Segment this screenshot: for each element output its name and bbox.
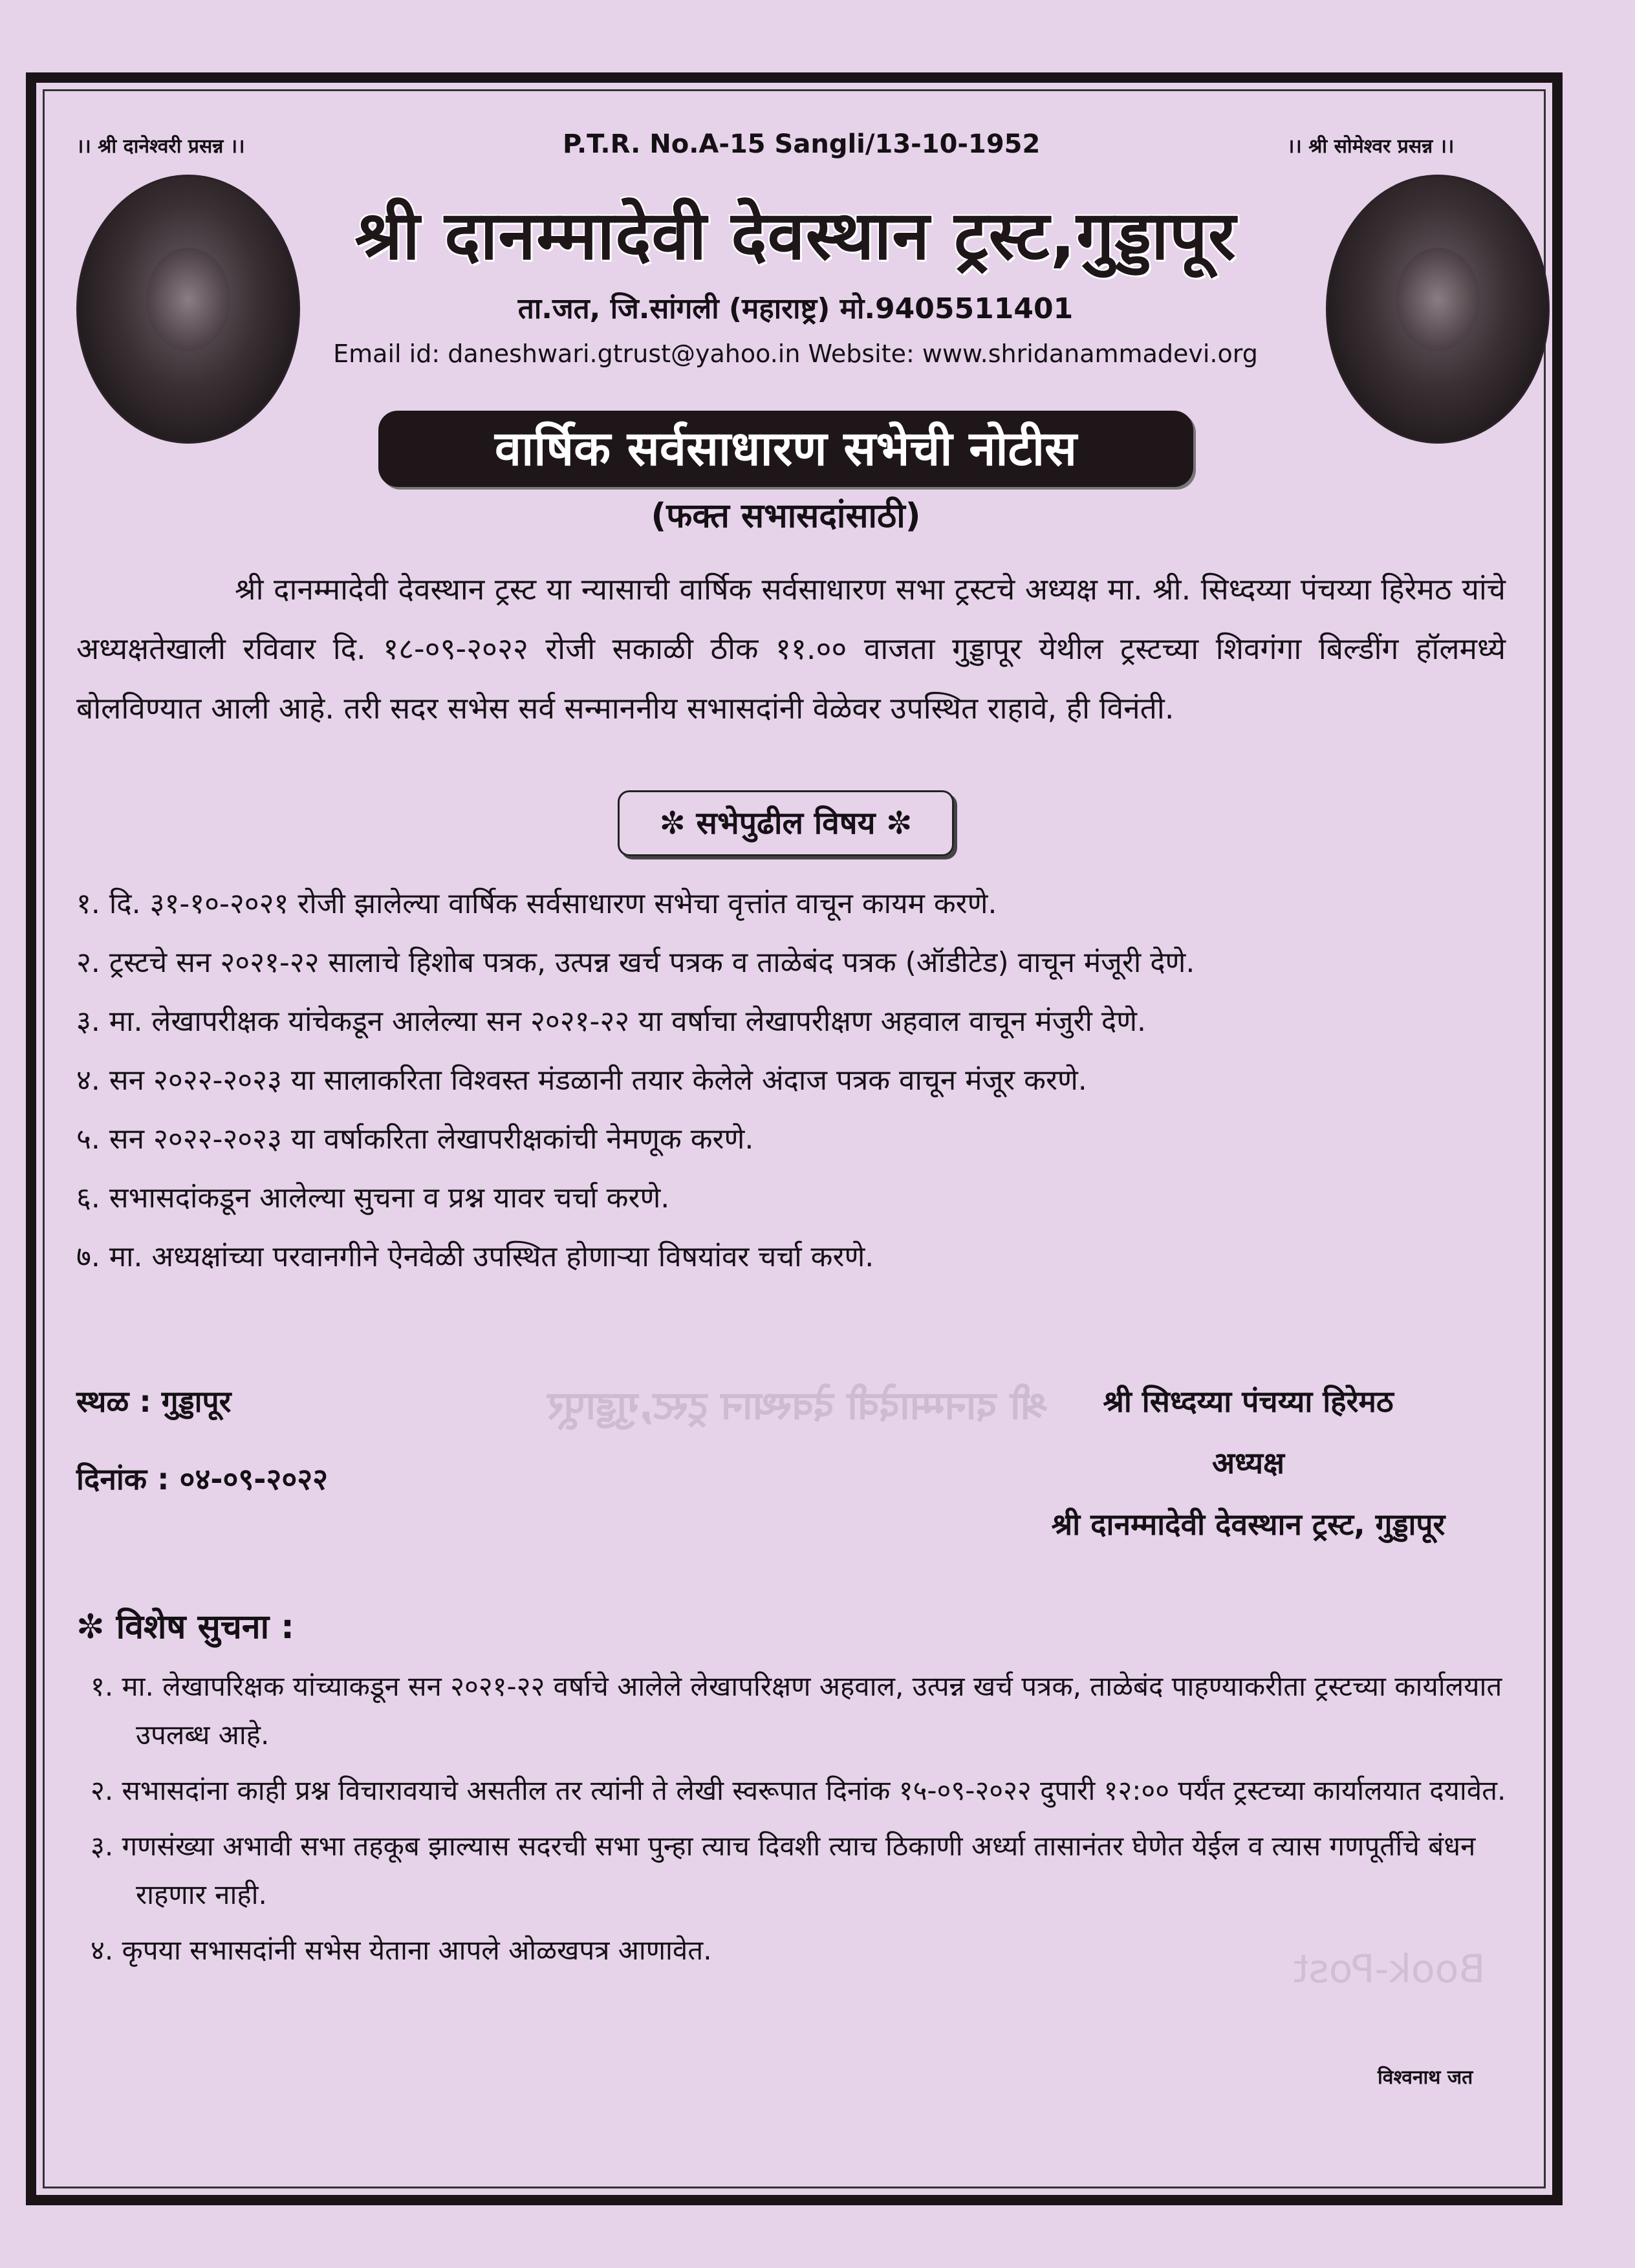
show-through-text: श्री दानम्मादेवी देवस्थान ट्रस्ट,गुड्डापूर xyxy=(547,1383,1048,1429)
trust-name: श्री दानम्मादेवी देवस्थान ट्रस्ट,गुड्डापूर xyxy=(354,196,1237,275)
deity-image-left xyxy=(76,175,300,444)
notice-title: वार्षिक सर्वसाधारण सभेची नोटीस xyxy=(378,411,1193,487)
agenda-list xyxy=(76,874,1525,1286)
trust-contact: Email id: daneshwari.gtrust@yahoo.in Website: www.shridanammadevi.org xyxy=(333,340,1258,368)
notice-body: श्री दानम्मादेवी देवस्थान ट्रस्ट या न्यासाची वार्षिक सर्वसाधारण सभा ट्रस्टचे अध्यक्ष मा. श्री. सिध्दय्या पंचय्या हिरेमठ यांचे अध्यक्षतेखाली रविवार दि. १८-०९-२०२२ रोजी सकाळी ठीक ११.०० वाजता गुड्डापूर येथील ट्रस्टच्या शिवगंगा बिल्डींग हॉलमध्ये बोलविण्यात आली आहे. तरी सदर सभेस सर्व सन्माननीय सभासदांनी वेळेवर उपस्थित राहावे, ही विनंती. xyxy=(76,572,1506,726)
registration-number: P.T.R. No.A-15 Sangli/13-10-1952 xyxy=(563,129,1041,159)
notice-date: दिनांक : ०४-०९-२०२२ xyxy=(76,1462,329,1496)
special-notes-list xyxy=(91,1662,1526,1982)
agenda-item: ५. सन २०२२-२०२३ या वर्षाकरिता लेखापरीक्षकांची नेमणूक करणे. xyxy=(76,1123,754,1156)
agenda-item: २. ट्रस्टचे सन २०२१-२२ सालाचे हिशोब पत्रक, उत्पन्न खर्च पत्रक व ताळेबंद पत्रक (ऑडीटेड) वाचून मंजूरी देणे. xyxy=(76,946,1195,979)
agenda-heading: ✼ सभेपुढील विषय ✼ xyxy=(618,790,954,856)
agenda-item: ३. मा. लेखापरीक्षक यांचेकडून आलेल्या सन २०२१-२२ या वर्षाचा लेखापरीक्षण अहवाल वाचून मंजुरी देणे. xyxy=(76,1005,1146,1038)
agenda-item: ७. मा. अध्यक्षांच्या परवानगीने ऐनवेळी उपस्थित होणाऱ्या विषयांवर चर्चा करणे. xyxy=(76,1240,874,1273)
left-blessing: ।। श्री दानेश्वरी प्रसन्न ।। xyxy=(76,135,245,158)
signatory-org: श्री दानम्मादेवी देवस्थान ट्रस्ट, गुड्डापूर xyxy=(1051,1507,1446,1542)
agenda-item: ६. सभासदांकडून आलेल्या सुचना व प्रश्न यावर चर्चा करणे. xyxy=(76,1182,670,1215)
special-note: १. मा. लेखापरिक्षक यांच्याकडून सन २०२१-२२ वर्षाचे आलेले लेखापरिक्षण अहवाल, उत्पन्न खर्च पत्रक, ताळेबंद पाहण्याकरीता ट्रस्टच्या कार्यालयात उपलब्ध आहे. xyxy=(91,1670,1502,1751)
signatory-name: श्री सिध्दय्या पंचय्या हिरेमठ xyxy=(1103,1384,1394,1419)
meeting-place: स्थळ : गुड्डापूर xyxy=(76,1384,232,1419)
special-note: ३. गणसंख्या अभावी सभा तहकूब झाल्यास सदरची सभा पुन्हा त्याच दिवशी त्याच ठिकाणी अर्ध्या तासानंतर घेणेत येईल व त्यास गणपूर्तीचे बंधन राहणार नाही. xyxy=(91,1830,1476,1910)
right-blessing: ।। श्री सोमेश्वर प्रसन्न ।। xyxy=(1287,135,1455,158)
special-notes-heading: ✼ विशेष सुचना : xyxy=(76,1608,294,1647)
signatory-title: अध्यक्ष xyxy=(1211,1445,1285,1480)
notice-subtitle: (फक्त सभासदांसाठी) xyxy=(651,497,921,535)
printer-credit: विश्वनाथ जत xyxy=(1378,2066,1473,2089)
special-note: २. सभासदांना काही प्रश्न विचारावयाचे असतील तर त्यांनी ते लेखी स्वरूपात दिनांक १५-०९-२०२२ दुपारी १२:०० पर्यंत ट्रस्टच्या कार्यालयात दयावेत. xyxy=(91,1775,1506,1806)
show-through-book-post: Book-Post xyxy=(1294,1947,1486,1992)
deity-image-right xyxy=(1326,175,1550,444)
trust-address: ता.जत, जि.सांगली (महाराष्ट्र) मो.9405511401 xyxy=(517,292,1074,325)
special-note: ४. कृपया सभासदांनी सभेस येताना आपले ओळखपत्र आणावेत. xyxy=(91,1934,712,1966)
agenda-item: १. दि. ३१-१०-२०२१ रोजी झालेल्या वार्षिक सर्वसाधारण सभेचा वृत्तांत वाचून कायम करणे. xyxy=(76,887,997,920)
agenda-item: ४. सन २०२२-२०२३ या सालाकरिता विश्वस्त मंडळानी तयार केलेले अंदाज पत्रक वाचून मंजूर करणे. xyxy=(76,1064,1087,1097)
